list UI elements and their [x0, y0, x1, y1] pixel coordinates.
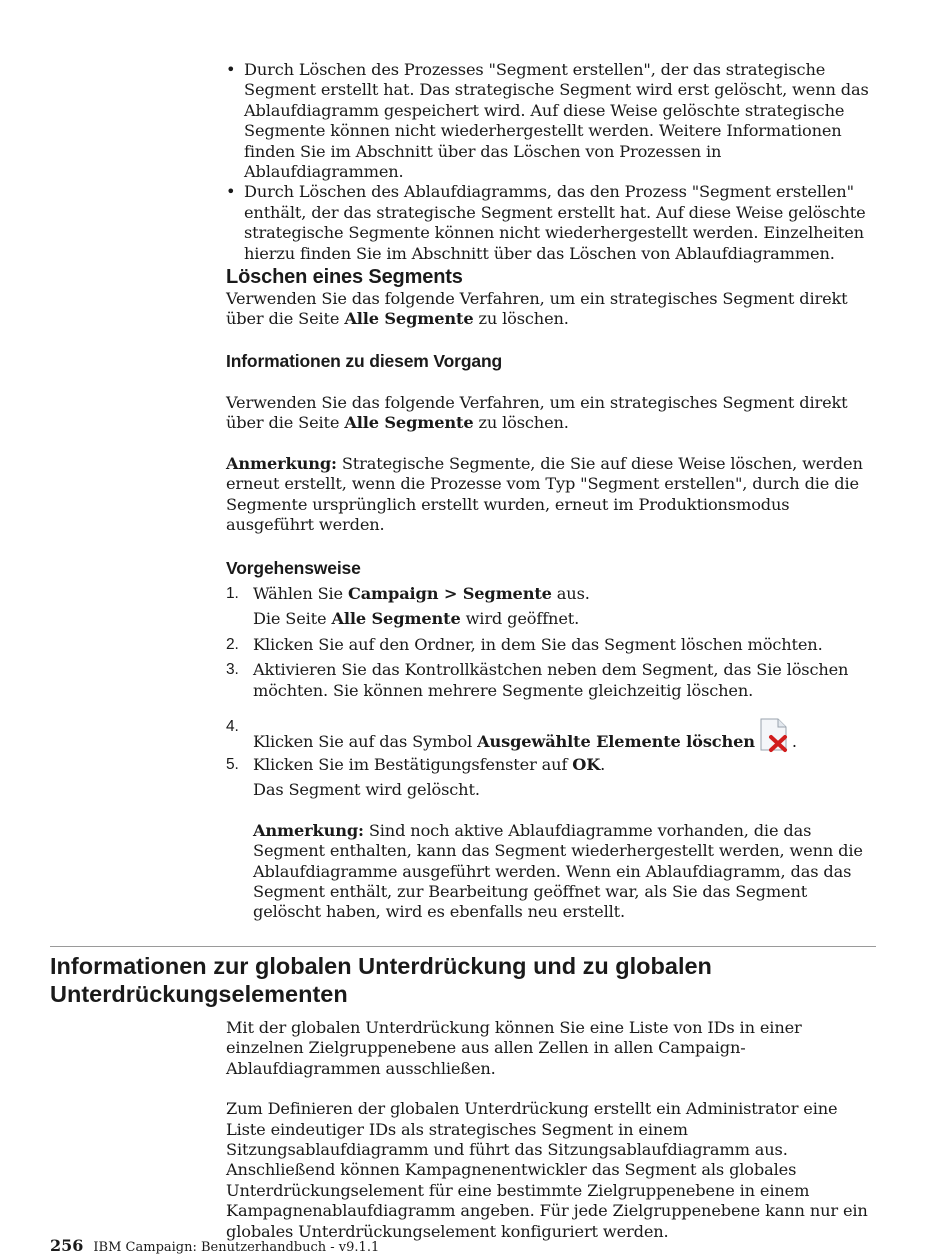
step-4: 4. Klicken Sie auf das Symbol Ausgewählte Elemente löschen .: [226, 718, 797, 752]
paragraph: Mit der globalen Unterdrückung können Sie eine Liste von IDs in einer einzelnen Zielgruppenebene aus allen Zellen in allen Campaign-Ablaufdiagrammen ausschließen.: [226, 1018, 802, 1078]
section-divider: [50, 946, 876, 947]
subsection-heading: Vorgehensweise: [226, 558, 361, 578]
section-intro: Verwenden Sie das folgende Verfahren, um ein strategisches Segment direkt über die Seite Alle Segmente zu löschen.: [226, 289, 848, 329]
about-text: Verwenden Sie das folgende Verfahren, um ein strategisches Segment direkt über die Seite Alle Segmente zu löschen.: [226, 393, 848, 433]
section-global-suppression: [226, 1018, 876, 1242]
page-footer: [50, 1236, 379, 1255]
bullet-list: [226, 60, 876, 264]
delete-selected-icon[interactable]: [758, 717, 792, 753]
section-delete-segment: [226, 265, 876, 330]
section-procedure: [226, 557, 876, 923]
list-item: • Durch Löschen des Prozesses "Segment erstellen", der das strategische Segment erstellt hat. Das strategische Segment wird erst gelöscht, wenn das Ablaufdiagramm gespeichert wird. Auf diese Weise gelöschte strategische Segmente können nicht wiederhergestellt werden. Weitere Informationen finden Sie im Abschnitt über das Löschen von Prozessen in Ablaufdiagrammen.: [226, 60, 876, 182]
page-number: 256: [50, 1236, 84, 1255]
section-heading: Löschen eines Segments: [226, 266, 463, 288]
step-result: Das Segment wird gelöscht.: [253, 780, 480, 800]
page-section-heading: Informationen zur globalen Unterdrückung und zu globalen Unterdrückungselementen: [50, 953, 712, 1007]
step-1: 1. Wählen Sie Campaign > Segmente aus. Die Seite Alle Segmente wird geöffnet.: [226, 584, 876, 630]
footer-title: IBM Campaign: Benutzerhandbuch - v9.1.1: [93, 1240, 380, 1255]
section-about: [226, 350, 876, 535]
step-5: 5. Klicken Sie im Bestätigungsfenster auf OK. Das Segment wird gelöscht. Anmerkung: Sind noch aktive Ablaufdiagramme vorhanden, die das Segment enthalten, kann das Segment wiederhergestellt werden, wenn die Ablaufdiagramme ausgeführt werden. Wenn ein Ablaufdiagramm, das das Segment enthält, zur Bearbeitung geöffnet war, als Sie das Segment gelöscht haben, wird es ebenfalls neu erstellt.: [226, 755, 876, 923]
paragraph: Zum Definieren der globalen Unterdrückung erstellt ein Administrator eine Liste eindeutiger IDs als strategisches Segment in einem Sitzungsablaufdiagramm und führt das Sitzungsablaufdiagramm aus. Anschließend können Kampagnenentwickler das Segment als globales Unterdrückungselement für eine bestimmte Zielgruppenebene in einem Kampagnenablaufdiagramm angeben. Für jede Zielgruppenebene kann nur ein globales Unterdrückungselement konfiguriert werden.: [226, 1099, 868, 1241]
list-item: • Durch Löschen des Ablaufdiagramms, das den Prozess "Segment erstellen" enthält, der das strategische Segment erstellt hat. Auf diese Weise gelöschte strategische Segmente können nicht wiederhergestellt werden. Einzelheiten hierzu finden Sie im Abschnitt über das Löschen von Ablaufdiagrammen.: [226, 182, 876, 264]
step-result: Die Seite Alle Segmente wird geöffnet.: [253, 609, 580, 629]
note: Anmerkung: Strategische Segmente, die Sie auf diese Weise löschen, werden erneut erstellt, wenn die Prozesse vom Typ "Segment erstellen", durch die die Segmente ursprünglich erstellt wurden, erneut im Produktionsmodus ausgeführt werden.: [226, 453, 863, 535]
note: Anmerkung: Sind noch aktive Ablaufdiagramme vorhanden, die das Segment enthalten, kann das Segment wiederhergestellt werden, wenn die Ablaufdiagramme ausgeführt werden. Wenn ein Ablaufdiagramm, das das Segment enthält, zur Bearbeitung geöffnet war, als Sie das Segment gelöscht haben, wird es ebenfalls neu erstellt.: [253, 820, 863, 922]
step-3: 3. Aktivieren Sie das Kontrollkästchen neben dem Segment, das Sie löschen möchten. Sie können mehrere Segmente gleichzeitig löschen.: [226, 660, 849, 700]
step-2: 2. Klicken Sie auf den Ordner, in dem Sie das Segment löschen möchten.: [226, 634, 823, 654]
subsection-heading: Informationen zu diesem Vorgang: [226, 351, 503, 371]
